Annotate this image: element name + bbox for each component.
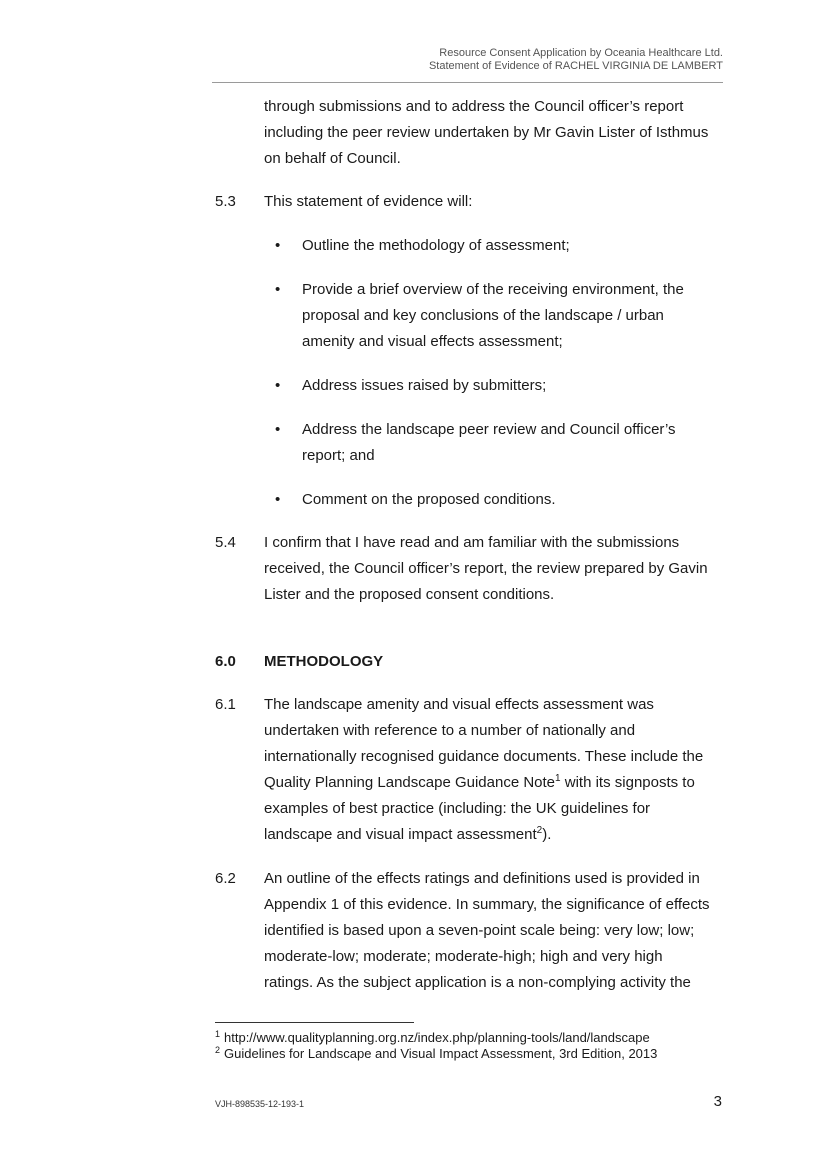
text-line: The landscape amenity and visual effects assessment was	[264, 696, 654, 713]
footnote-1	[215, 1030, 650, 1046]
text-line: examples of best practice (including: the UK guidelines for	[264, 800, 651, 817]
header-line-2: Statement of Evidence of RACHEL VIRGINIA DE LAMBERT	[428, 60, 723, 72]
footnote-ref-1[interactable]: 1	[555, 773, 561, 784]
text-line: Appendix 1 of this evidence. In summary, the significance of effects	[264, 896, 710, 913]
text-line: moderate-low; moderate; moderate-high; high and very high	[264, 948, 663, 965]
text-line: received, the Council officer’s report, the review prepared by Gavin	[264, 560, 708, 577]
paragraph-number-6-2: 6.2	[215, 870, 236, 887]
footnote-link[interactable]: http://www.qualityplanning.org.nz/index.php/planning-tools/land/landscape	[224, 1030, 650, 1045]
paragraph-5-4-text	[264, 530, 726, 608]
bullet-item	[302, 277, 726, 355]
bullet-icon: •	[275, 377, 281, 394]
text-line: ratings. As the subject application is a non-complying activity the	[264, 974, 691, 991]
bullet-icon: •	[275, 491, 281, 508]
paragraph-6-2-text	[264, 866, 726, 996]
text-line: report; and	[302, 447, 375, 464]
bullet-item	[302, 417, 726, 469]
header-divider	[212, 82, 723, 83]
text-line	[264, 770, 726, 796]
text-line: on behalf of Council.	[264, 150, 401, 167]
text-line: through submissions and to address the Council officer’s report	[264, 98, 684, 115]
text-line: An outline of the effects ratings and definitions used is provided in	[264, 870, 700, 887]
page-number: 3	[713, 1093, 722, 1110]
paragraph-number-6-1: 6.1	[215, 696, 236, 713]
text-line: Address the landscape peer review and Council officer’s	[302, 421, 676, 438]
text-line: I confirm that I have read and am familiar with the submissions	[264, 534, 680, 551]
text-line: undertaken with reference to a number of nationally and	[264, 722, 636, 739]
bullet-item	[302, 233, 726, 259]
bullet-icon: •	[275, 281, 281, 298]
paragraph-6-1-text	[264, 692, 726, 848]
bullet-icon: •	[275, 237, 281, 254]
document-id: VJH-898535-12-193-1	[215, 1099, 305, 1109]
footnote-text: Guidelines for Landscape and Visual Impact Assessment, 3rd Edition, 2013	[224, 1046, 658, 1061]
text-line: identified is based upon a seven-point scale being: very low; low;	[264, 922, 695, 939]
text-line: amenity and visual effects assessment;	[302, 333, 563, 350]
text-line: internationally recognised guidance documents. These include the	[264, 748, 704, 765]
footnote-mark: 2	[215, 1044, 221, 1055]
text-run: Quality Planning Landscape Guidance Note	[264, 774, 556, 791]
bullet-item	[302, 487, 726, 513]
text-run: landscape and visual impact assessment	[264, 826, 537, 843]
paragraph-number-5-3: 5.3	[215, 193, 236, 210]
paragraph-number-5-4: 5.4	[215, 534, 236, 551]
text-line: including the peer review undertaken by Mr Gavin Lister of Isthmus	[264, 124, 709, 141]
text-line: Comment on the proposed conditions.	[302, 491, 556, 508]
text-line: proposal and key conclusions of the landscape / urban	[302, 307, 664, 324]
text-line: Address issues raised by submitters;	[302, 377, 547, 394]
paragraph-5-3-text: This statement of evidence will:	[264, 193, 473, 210]
header-line-1: Resource Consent Application by Oceania Healthcare Ltd.	[439, 47, 723, 59]
footnote-divider	[215, 1022, 414, 1023]
section-heading-methodology: METHODOLOGY	[264, 653, 384, 670]
bullet-item	[302, 373, 726, 399]
footnote-ref-2[interactable]: 2	[536, 825, 543, 836]
text-run: with its signposts to	[560, 774, 695, 791]
running-header	[212, 47, 723, 73]
text-line: Provide a brief overview of the receiving environment, the	[302, 281, 684, 298]
text-run: ).	[542, 826, 552, 843]
continuation-paragraph	[264, 94, 726, 172]
bullet-icon: •	[275, 421, 281, 438]
footnote-mark: 1	[215, 1028, 221, 1039]
text-line	[264, 822, 726, 848]
text-line: Outline the methodology of assessment;	[302, 237, 570, 254]
text-line: Lister and the proposed consent conditions.	[264, 586, 555, 603]
section-number-6-0: 6.0	[215, 653, 236, 670]
footnote-2	[215, 1046, 657, 1062]
